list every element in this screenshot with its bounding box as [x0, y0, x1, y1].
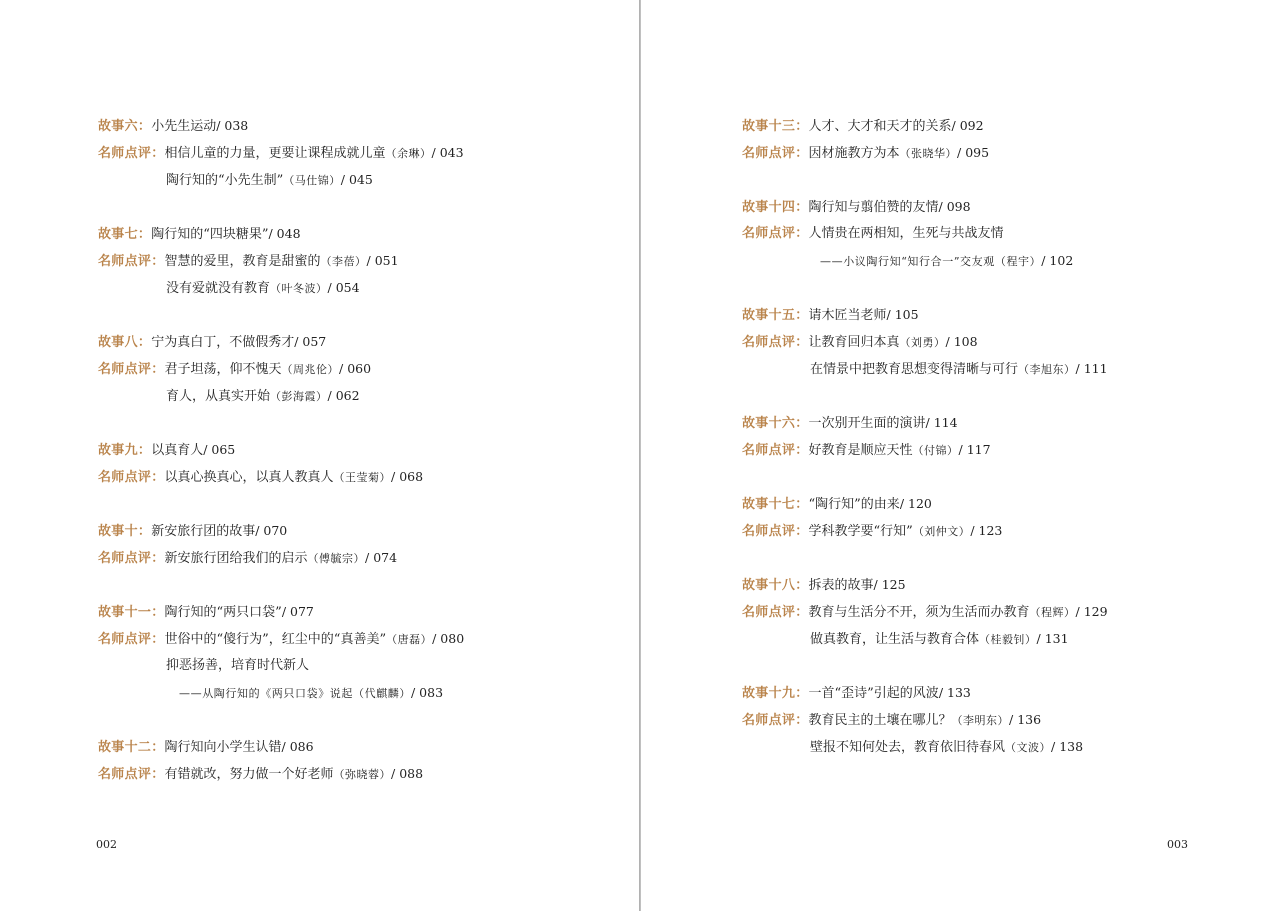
story-page-number: / 065 [203, 442, 236, 457]
comment-label: 名师点评： [98, 254, 165, 269]
comment-label: 名师点评： [98, 146, 165, 161]
toc-entry [742, 112, 1262, 166]
story-page-number: / 057 [294, 334, 327, 349]
comment-title: 在情景中把教育思想变得清晰与可行 [810, 362, 1019, 377]
comment-label: 名师点评： [742, 335, 809, 350]
comment-page-number: / 083 [411, 685, 444, 700]
comment-title: 让教育回归本真 [808, 335, 900, 350]
story-row[interactable] [98, 328, 618, 355]
toc-entry [98, 112, 618, 193]
story-row[interactable] [98, 733, 618, 760]
story-page-number: / 125 [873, 577, 906, 592]
story-page-number: / 092 [951, 118, 984, 133]
comment-author: （弥晓蓉） [333, 768, 392, 781]
comment-title: 壁报不知何处去，教育依旧待春风 [810, 740, 1006, 755]
comment-row[interactable] [98, 166, 618, 193]
story-row[interactable] [742, 301, 1262, 328]
comment-author: （李旭东） [1018, 363, 1076, 376]
comment-label: 名师点评： [742, 443, 809, 458]
comment-subtitle-row[interactable] [98, 679, 618, 706]
story-label: 故事十四： [742, 200, 809, 215]
comment-row[interactable] [98, 652, 618, 679]
comment-title: 做真教育，让生活与教育合体 [810, 632, 980, 647]
comment-label: 名师点评： [742, 226, 809, 241]
comment-author: （李明东） [951, 714, 1010, 727]
comment-row[interactable] [742, 625, 1262, 652]
comment-page-number: / 117 [958, 442, 991, 457]
comment-page-number: / 051 [366, 253, 399, 268]
left-page-number: 002 [96, 838, 117, 851]
comment-label: 名师点评： [98, 362, 165, 377]
comment-title: 以真心换真心，以真人教真人 [164, 470, 334, 485]
comment-author: （文波） [1005, 741, 1052, 754]
comment-page-number: / 138 [1051, 739, 1084, 754]
comment-author: （程辉） [1029, 606, 1076, 619]
story-title: 一首“歪诗”引起的风波 [808, 686, 939, 701]
toc-entry [98, 733, 618, 787]
comment-label: 名师点评： [98, 767, 165, 782]
story-page-number: / 038 [216, 118, 249, 133]
comment-author: （周兆伦） [281, 363, 340, 376]
comment-page-number: / 045 [340, 172, 373, 187]
comment-row[interactable] [742, 220, 1262, 247]
comment-label: 名师点评： [742, 713, 809, 728]
right-page-number: 003 [1167, 838, 1188, 851]
comment-author: （刘仲文） [912, 525, 971, 538]
story-label: 故事十七： [742, 497, 809, 512]
comment-label: 名师点评： [742, 146, 809, 161]
toc-entry [742, 301, 1262, 382]
comment-title: 没有爱就没有教育 [166, 281, 271, 296]
comment-author: （李蓓） [320, 255, 367, 268]
story-label: 故事八： [98, 335, 152, 350]
comment-author: （张晓华） [899, 147, 958, 160]
comment-title: 学科教学要“行知” [808, 524, 913, 539]
story-row[interactable] [98, 220, 618, 247]
story-title: 宁为真白丁，不做假秀才 [151, 335, 295, 350]
story-title: 拆表的故事 [808, 578, 874, 593]
comment-page-number: / 068 [391, 469, 424, 484]
story-row[interactable] [742, 112, 1262, 139]
toc-entry [742, 490, 1262, 544]
story-label: 故事十一： [98, 605, 165, 620]
story-row[interactable] [742, 409, 1262, 436]
comment-row[interactable] [742, 706, 1262, 733]
comment-title: 陶行知的“小先生制” [166, 173, 284, 188]
comment-title: 因材施教方为本 [808, 146, 900, 161]
comment-author: （付锦） [912, 444, 959, 457]
comment-subtitle: ——从陶行知的《两只口袋》说起（代麒麟） [179, 687, 411, 700]
comment-row[interactable] [98, 139, 618, 166]
story-row[interactable] [742, 490, 1262, 517]
comment-label: 名师点评： [742, 605, 809, 620]
comment-page-number: / 043 [431, 145, 464, 160]
comment-title: 相信儿童的力量，更要让课程成就儿童 [164, 146, 386, 161]
comment-page-number: / 062 [327, 388, 360, 403]
toc-entry [98, 436, 618, 490]
comment-label: 名师点评： [742, 524, 809, 539]
comment-page-number: / 054 [327, 280, 360, 295]
comment-row[interactable] [742, 139, 1262, 166]
story-page-number: / 105 [886, 307, 919, 322]
comment-page-number: / 136 [1009, 712, 1042, 727]
comment-row[interactable] [98, 544, 618, 571]
comment-row[interactable] [742, 598, 1262, 625]
story-page-number: / 120 [899, 496, 932, 511]
story-title: 请木匠当老师 [808, 308, 887, 323]
comment-title: 有错就改，努力做一个好老师 [164, 767, 334, 782]
comment-row[interactable] [742, 355, 1262, 382]
comment-title: 教育民主的土壤在哪儿？ [808, 713, 952, 728]
story-title: “陶行知”的由来 [808, 497, 900, 512]
comment-title: 君子坦荡，仰不愧天 [164, 362, 282, 377]
story-row[interactable] [98, 517, 618, 544]
toc-entry [98, 328, 618, 409]
story-title: 一次别开生面的演讲 [808, 416, 926, 431]
comment-row[interactable] [742, 733, 1262, 760]
story-title: 人才、大才和天才的关系 [808, 119, 952, 134]
story-row[interactable] [742, 571, 1262, 598]
comment-label: 名师点评： [98, 551, 165, 566]
comment-page-number: / 123 [970, 523, 1003, 538]
toc-entry [742, 571, 1262, 652]
comment-title: 人情贵在两相知，生死与共战友情 [808, 226, 1004, 241]
comment-row[interactable] [98, 247, 618, 274]
toc-entry [98, 220, 618, 301]
comment-title: 教育与生活分不开，须为生活而办教育 [808, 605, 1030, 620]
story-row[interactable] [742, 193, 1262, 220]
toc-entry [742, 679, 1262, 760]
comment-author: （叶冬波） [270, 282, 328, 295]
left-page [0, 0, 639, 911]
comment-row[interactable] [742, 517, 1262, 544]
story-title: 陶行知与翦伯赞的友情 [808, 200, 939, 215]
comment-author: （马仕锦） [283, 174, 341, 187]
comment-row[interactable] [98, 463, 618, 490]
story-title: 新安旅行团的故事 [151, 524, 256, 539]
comment-row[interactable] [742, 328, 1262, 355]
right-page [641, 0, 1280, 911]
story-title: 陶行知向小学生认错 [164, 740, 282, 755]
story-title: 陶行知的“四块糖果” [151, 227, 269, 242]
story-label: 故事六： [98, 119, 152, 134]
story-label: 故事十六： [742, 416, 809, 431]
comment-row[interactable] [98, 625, 618, 652]
comment-row[interactable] [98, 760, 618, 787]
comment-row[interactable] [98, 274, 618, 301]
story-page-number: / 077 [281, 604, 314, 619]
left-toc [98, 112, 618, 814]
story-page-number: / 048 [268, 226, 301, 241]
comment-label: 名师点评： [98, 470, 165, 485]
comment-row[interactable] [98, 382, 618, 409]
comment-row[interactable] [742, 436, 1262, 463]
comment-label: 名师点评： [98, 632, 165, 647]
story-title: 小先生运动 [151, 119, 217, 134]
comment-author: （余琳） [385, 147, 432, 160]
comment-title: 好教育是顺应天性 [808, 443, 913, 458]
comment-subtitle-row[interactable] [742, 247, 1262, 274]
story-row[interactable] [98, 436, 618, 463]
comment-author: （刘勇） [899, 336, 946, 349]
story-label: 故事十二： [98, 740, 165, 755]
comment-title: 抑恶扬善，培育时代新人 [166, 658, 310, 673]
comment-page-number: / 074 [365, 550, 398, 565]
comment-author: （王莹菊） [333, 471, 392, 484]
story-label: 故事十三： [742, 119, 809, 134]
story-row[interactable] [98, 598, 618, 625]
toc-entry [98, 598, 618, 706]
story-page-number: / 133 [938, 685, 971, 700]
right-toc [742, 112, 1262, 787]
story-title: 以真育人 [151, 443, 204, 458]
comment-title: 新安旅行团给我们的启示 [164, 551, 308, 566]
comment-page-number: / 088 [391, 766, 424, 781]
comment-author: （彭海霞） [270, 390, 328, 403]
comment-page-number: / 111 [1075, 361, 1108, 376]
story-page-number: / 098 [938, 199, 971, 214]
toc-entry [98, 517, 618, 571]
story-label: 故事七： [98, 227, 152, 242]
comment-author: （唐磊） [386, 633, 433, 646]
comment-page-number: / 102 [1041, 253, 1074, 268]
comment-row[interactable] [98, 355, 618, 382]
comment-page-number: / 108 [945, 334, 978, 349]
story-label: 故事十五： [742, 308, 809, 323]
comment-title: 育人，从真实开始 [166, 389, 271, 404]
toc-entry [742, 193, 1262, 274]
story-title: 陶行知的“两只口袋” [164, 605, 282, 620]
story-row[interactable] [98, 112, 618, 139]
comment-author: （傅毓宗） [307, 552, 366, 565]
comment-page-number: / 095 [957, 145, 990, 160]
story-label: 故事九： [98, 443, 152, 458]
comment-page-number: / 080 [432, 631, 465, 646]
story-page-number: / 114 [925, 415, 958, 430]
story-page-number: / 086 [281, 739, 314, 754]
comment-title: 智慧的爱里，教育是甜蜜的 [164, 254, 321, 269]
comment-title: 世俗中的“傻行为”，红尘中的“真善美” [164, 632, 387, 647]
story-page-number: / 070 [255, 523, 288, 538]
story-row[interactable] [742, 679, 1262, 706]
story-label: 故事十： [98, 524, 152, 539]
comment-subtitle: ——小议陶行知“知行合一”交友观（程宇） [820, 255, 1042, 268]
story-label: 故事十八： [742, 578, 809, 593]
toc-entry [742, 409, 1262, 463]
comment-page-number: / 129 [1075, 604, 1108, 619]
comment-author: （桂毅钊） [979, 633, 1037, 646]
comment-page-number: / 131 [1036, 631, 1069, 646]
story-label: 故事十九： [742, 686, 809, 701]
comment-page-number: / 060 [339, 361, 372, 376]
